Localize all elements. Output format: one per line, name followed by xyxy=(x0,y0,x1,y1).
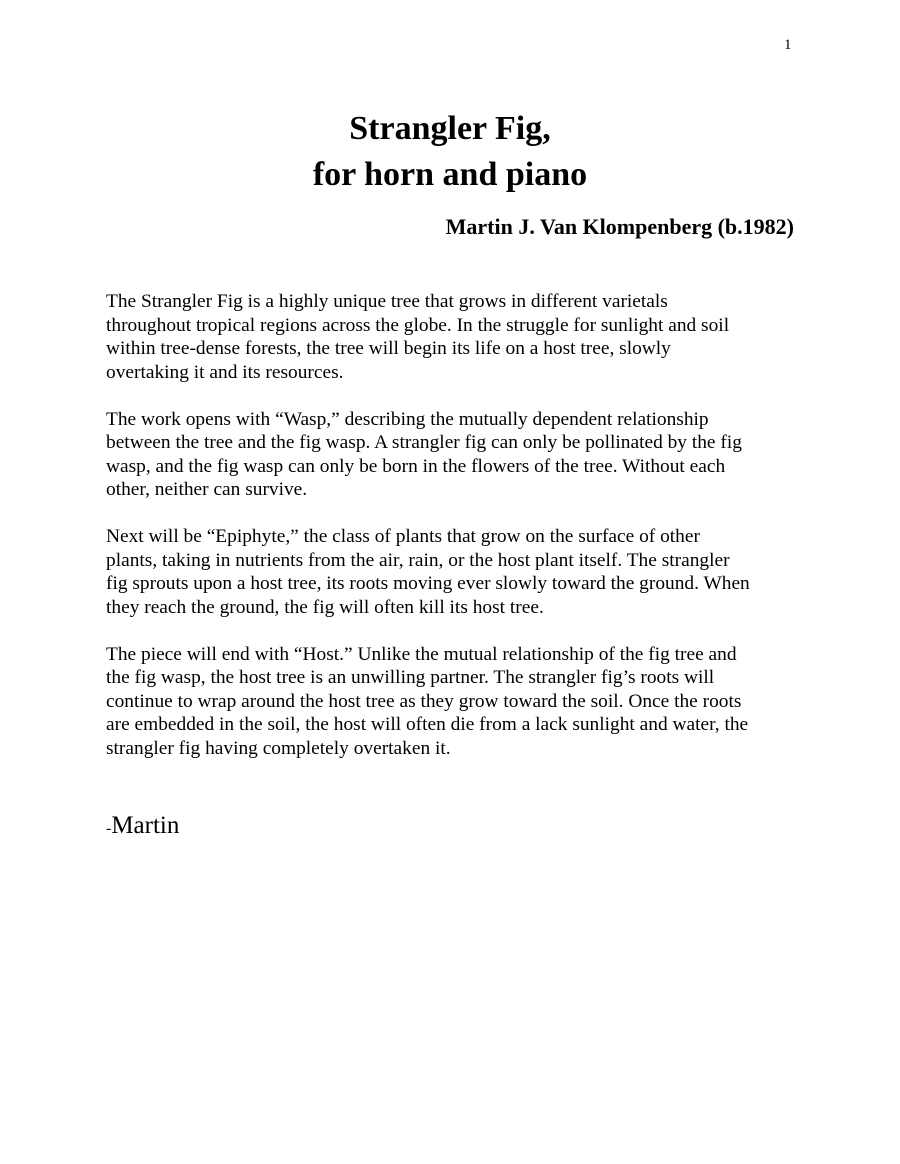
paragraph-host xyxy=(106,643,796,761)
text-line: other, neither can survive. xyxy=(106,479,308,500)
signature xyxy=(106,810,179,845)
program-notes xyxy=(106,290,796,784)
text-line: The work opens with “Wasp,” describing the mutually dependent relationship xyxy=(106,408,709,430)
text-line: plants, taking in nutrients from the air, rain, or the host plant itself. The strangler xyxy=(106,549,730,571)
composer-credit: Martin J. Van Klompenberg (b.1982) xyxy=(445,214,794,239)
text-line: Next will be “Epiphyte,” the class of plants that grow on the surface of other xyxy=(106,526,700,547)
text-line: strangler fig having completely overtaken it. xyxy=(106,737,451,759)
paragraph-introduction xyxy=(106,290,796,384)
text-line: The Strangler Fig is a highly unique tree that grows in different varietals xyxy=(106,291,668,312)
text-line: the fig wasp, the host tree is an unwilling partner. The strangler fig’s roots will xyxy=(106,667,715,688)
text-line: between the tree and the fig wasp. A strangler fig can only be pollinated by the fig xyxy=(106,432,742,453)
text-line: within tree-dense forests, the tree will begin its life on a host tree, slowly xyxy=(106,338,671,359)
signature-dash: - xyxy=(106,820,112,837)
text-line: fig sprouts upon a host tree, its roots moving ever slowly toward the ground. When xyxy=(106,573,750,594)
text-line: they reach the ground, the fig will often kill its host tree. xyxy=(106,596,544,618)
signature-name: Martin xyxy=(111,812,180,839)
text-line: throughout tropical regions across the globe. In the struggle for sunlight and soil xyxy=(106,314,730,336)
paragraph-wasp xyxy=(106,408,796,502)
page-number: 1 xyxy=(784,37,792,53)
text-line: The piece will end with “Host.” Unlike the mutual relationship of the fig tree and xyxy=(106,643,737,665)
title-line-1: Strangler Fig, xyxy=(349,110,551,147)
title-line-2: for horn and piano xyxy=(312,156,588,193)
paragraph-epiphyte xyxy=(106,525,796,619)
page-title xyxy=(0,106,900,198)
text-line: continue to wrap around the host tree as they grow toward the soil. Once the roots xyxy=(106,690,742,712)
text-line: wasp, and the fig wasp can only be born in the flowers of the tree. Without each xyxy=(106,455,726,477)
text-line: overtaking it and its resources. xyxy=(106,361,344,383)
text-line: are embedded in the soil, the host will often die from a lack sunlight and water, the xyxy=(106,714,749,735)
